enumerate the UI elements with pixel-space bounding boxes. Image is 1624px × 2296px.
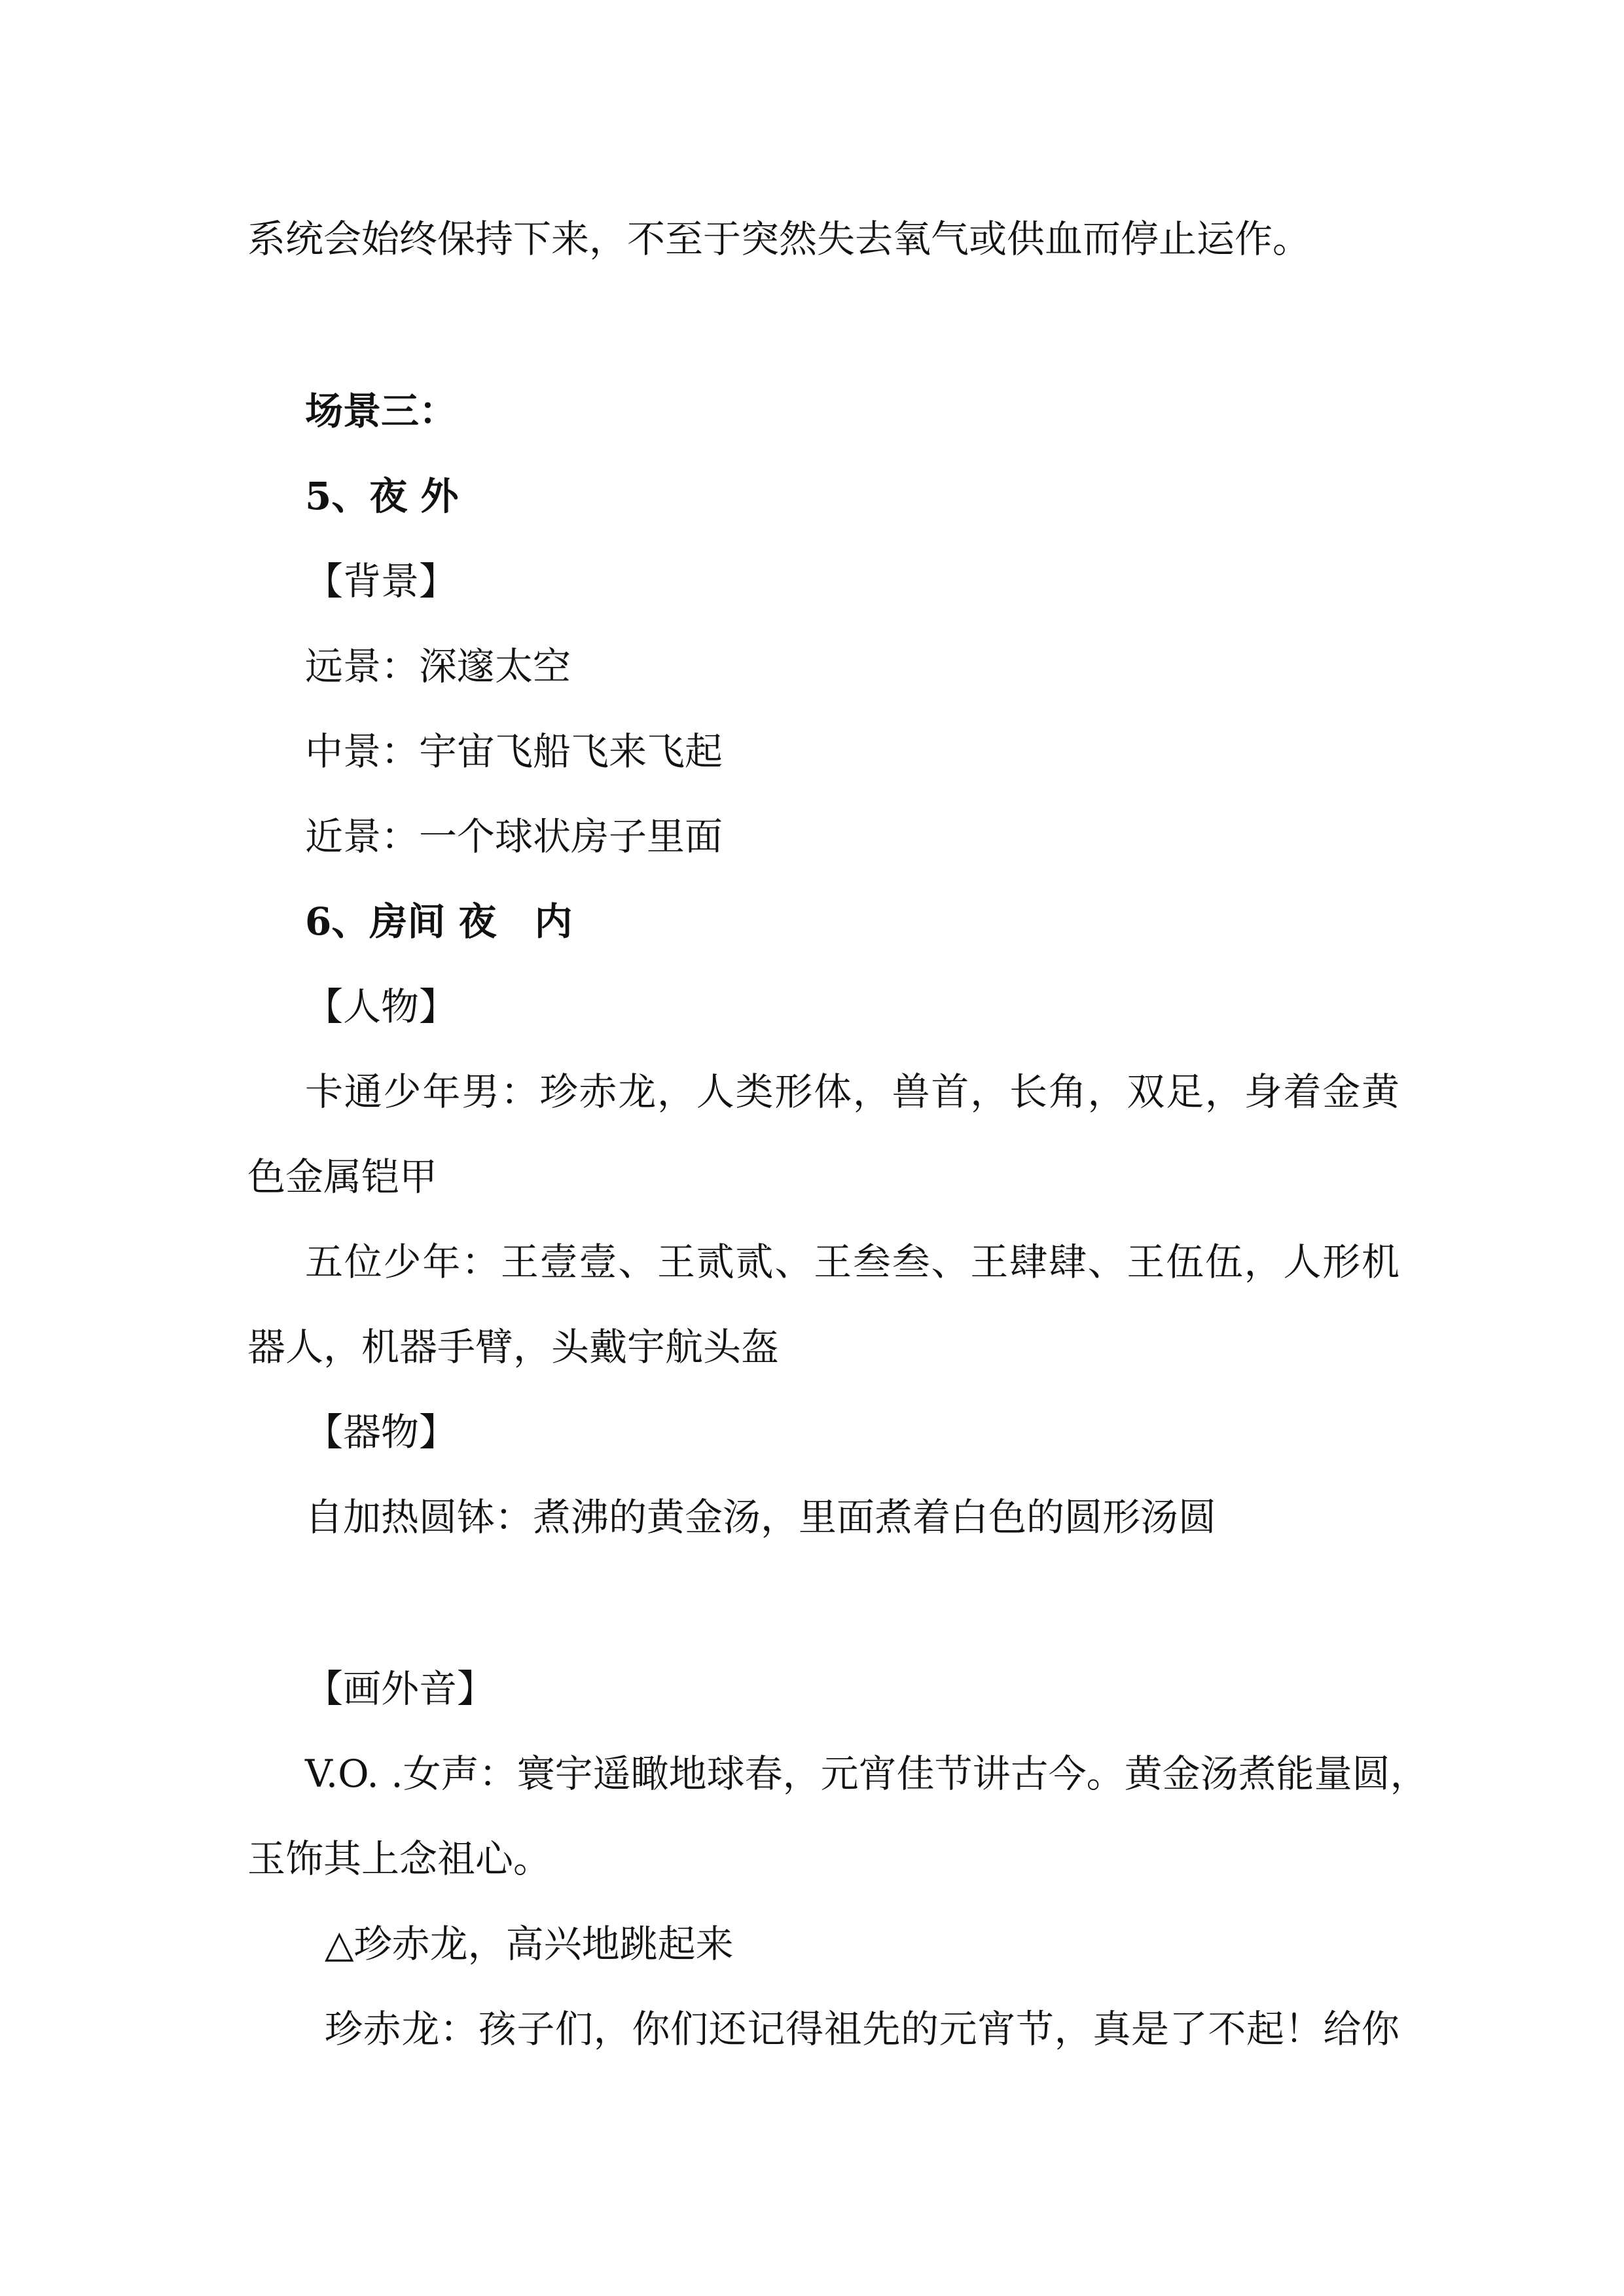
scene-heading: 场景三： <box>305 389 458 433</box>
text-line-character-1: 卡通少年男：珍赤龙，人类形体，兽首，长角，双足，身着金黄 <box>305 1069 1399 1114</box>
text-line-action: △珍赤龙，高兴地跳起来 <box>325 1922 734 1966</box>
text-line-character-2-cont: 器人，机器手臂，头戴宇航头盔 <box>247 1325 780 1369</box>
text-line-near-view: 近景：一个球状房子里面 <box>305 814 723 859</box>
text-line-character-2: 五位少年：王壹壹、王贰贰、王叁叁、王肆肆、王伍伍，人形机 <box>305 1240 1399 1284</box>
text-line-voiceover: V.O. .女声：寰宇遥瞰地球春，元宵佳节讲古今。黄金汤煮能量圆， <box>305 1751 1428 1796</box>
text-line-dialogue: 珍赤龙：孩子们，你们还记得祖先的元宵节，真是了不起！给你 <box>325 2007 1399 2051</box>
text-line-character-1-cont: 色金属铠甲 <box>247 1155 438 1199</box>
section-label-characters: 【人物】 <box>305 984 458 1029</box>
section-label-props: 【器物】 <box>305 1410 458 1454</box>
text-line-continuation: 系统会始终保持下来，不至于突然失去氧气或供血而停止运作。 <box>247 217 1311 261</box>
section-label-voiceover: 【画外音】 <box>305 1666 496 1711</box>
shot-heading-5: 5、夜 外 <box>305 474 459 518</box>
text-line-voiceover-cont: 玉饰其上念祖心。 <box>247 1837 552 1881</box>
shot-heading-6: 6、房间 夜 内 <box>305 899 573 944</box>
text-line-prop: 自加热圆钵：煮沸的黄金汤，里面煮着白色的圆形汤圆 <box>305 1495 1217 1539</box>
section-label-background: 【背景】 <box>305 559 458 603</box>
text-line-far-view: 远景：深邃太空 <box>305 644 571 689</box>
text-line-mid-view: 中景：宇宙飞船飞来飞起 <box>305 729 723 774</box>
